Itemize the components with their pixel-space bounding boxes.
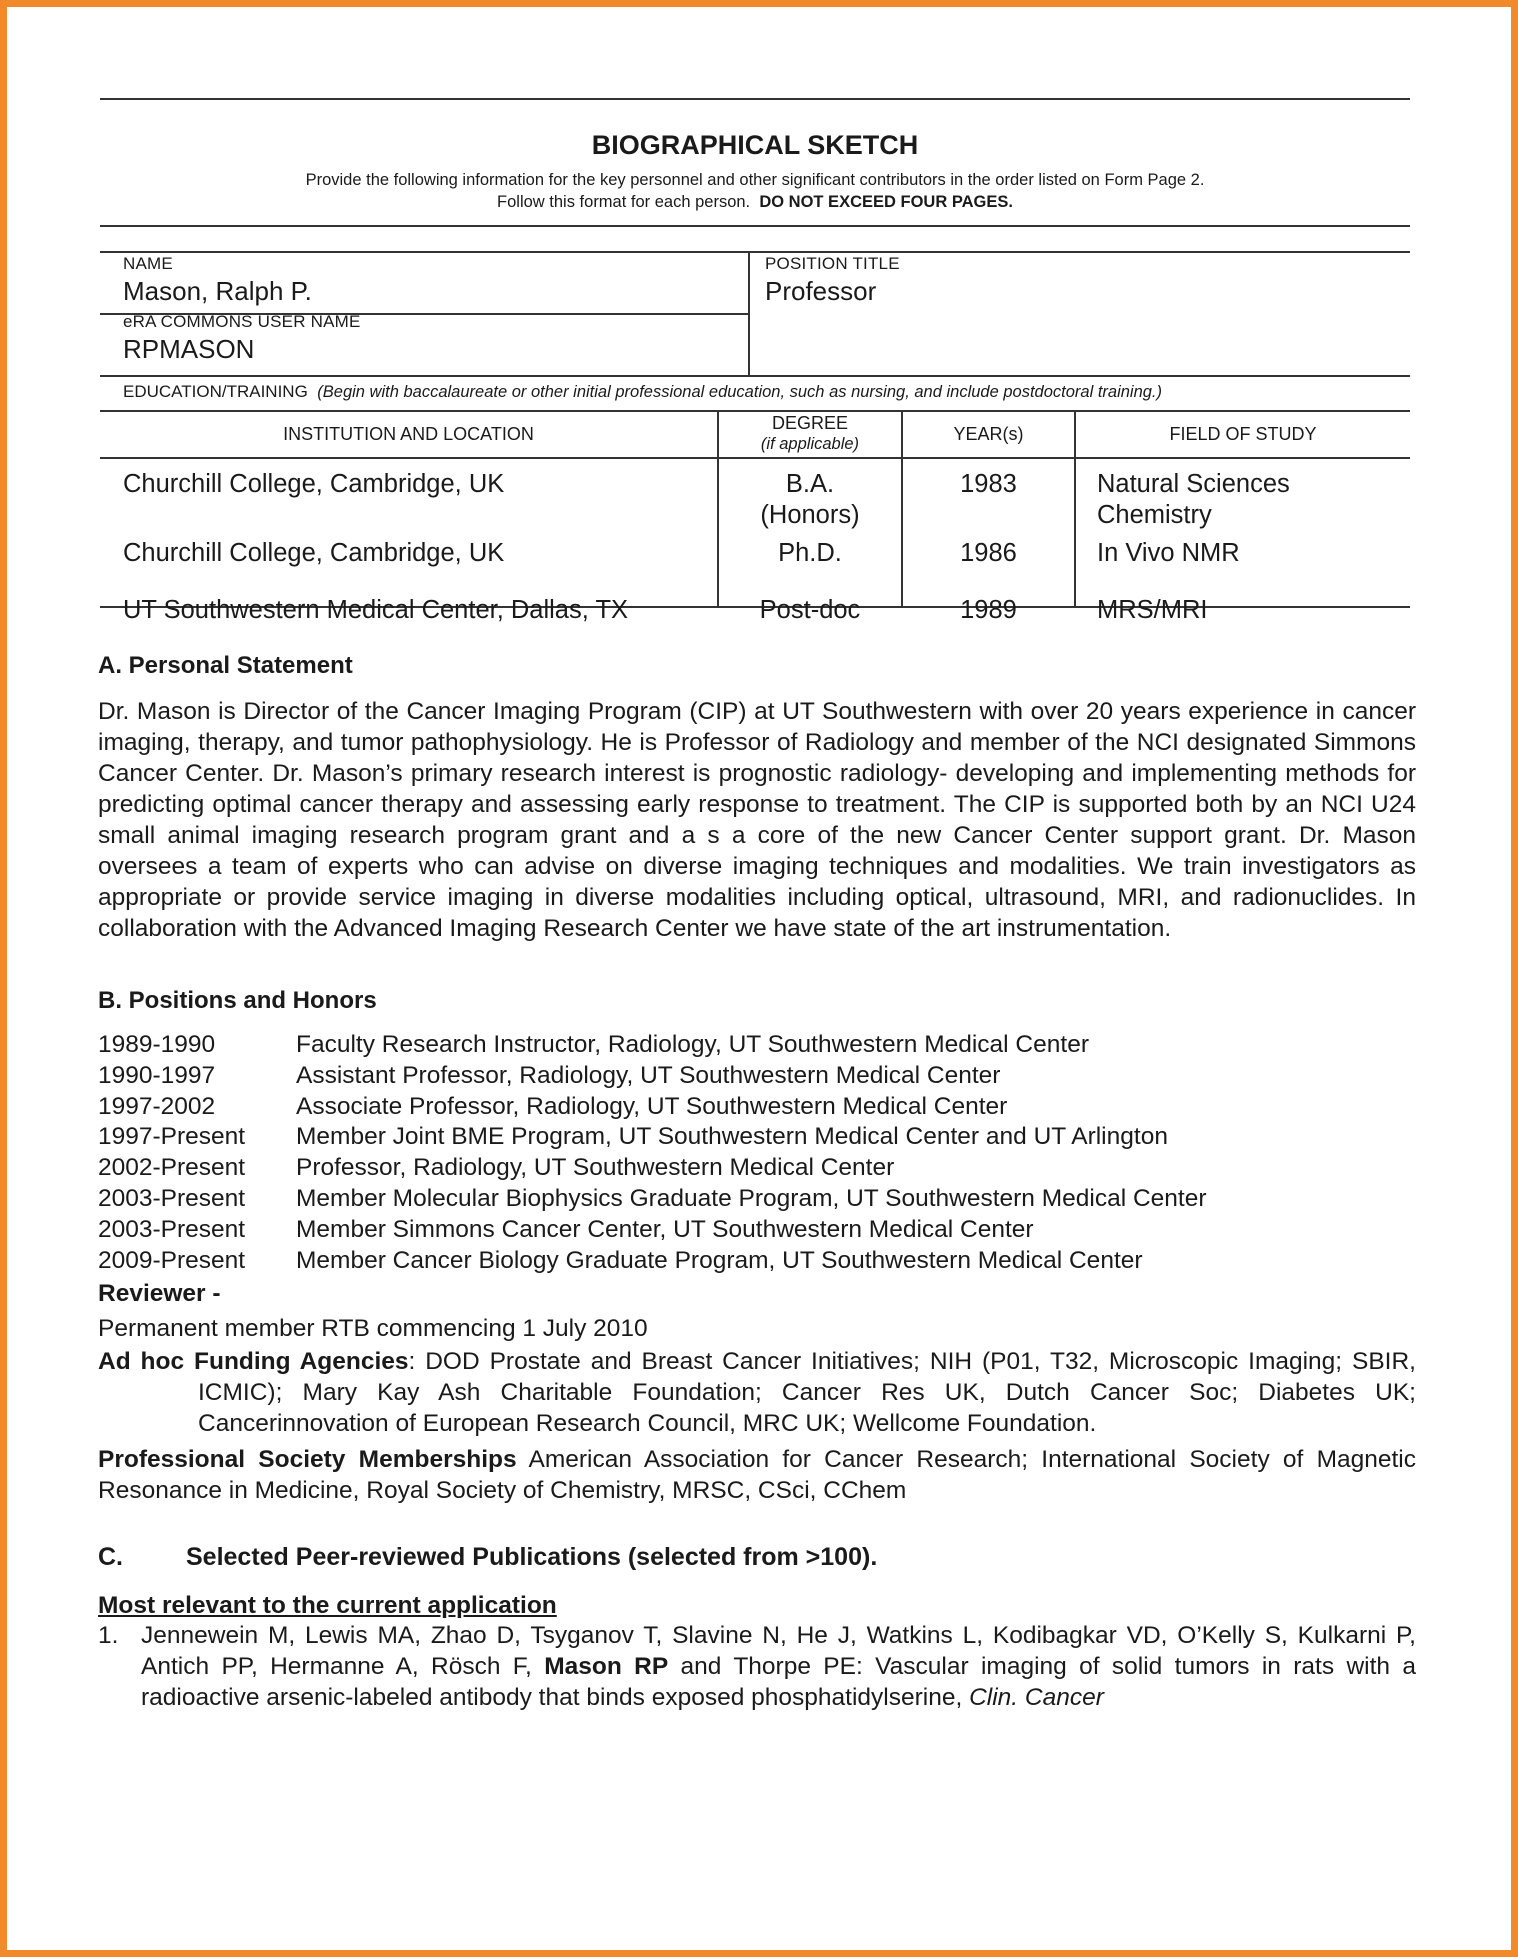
instructions <box>100 169 1410 213</box>
instruction-line-2: Follow this format for each person. DO NOT EXCEED FOUR PAGES. <box>497 193 1013 211</box>
row3-year: 1989 <box>960 596 1017 624</box>
position-row: 2009-Present Member Cancer Biology Graduate Program, UT Southwestern Medical Center <box>98 1246 1143 1274</box>
society-memberships: Professional Society Memberships American Association for Cancer Research; International Society of Magnetic Resonance in Medicine, Royal Society of Chemistry, MRSC, CSci, CChem <box>98 1446 1416 1505</box>
name-cell <box>100 253 750 375</box>
row2-degree: Ph.D. <box>778 539 842 567</box>
position-label: POSITION TITLE <box>765 254 900 273</box>
reviewer-text: Permanent member RTB commencing 1 July 2010 <box>98 1315 648 1343</box>
top-rule <box>100 98 1410 100</box>
col-degree-header: DEGREE (if applicable) <box>760 413 860 453</box>
publications-subheading: Most relevant to the current application <box>98 1592 557 1620</box>
name-label: NAME <box>123 254 173 273</box>
reviewer-label: Reviewer - <box>98 1280 221 1308</box>
position-row: 1990-1997 Assistant Professor, Radiology, UT Southwestern Medical Center <box>98 1061 1001 1089</box>
section-a-heading: A. Personal Statement <box>98 652 353 679</box>
row1-degree: B.A. (Honors) <box>760 470 860 529</box>
col-years-header: YEAR(s) <box>953 424 1024 444</box>
row2-institution: Churchill College, Cambridge, UK <box>123 539 505 567</box>
education-table-header <box>100 412 1410 459</box>
education-note: (Begin with baccalaureate or other initial professional education, such as nursing, and include postdoctoral training.) <box>317 383 1163 401</box>
section-b-heading: B. Positions and Honors <box>98 987 377 1014</box>
page-title: BIOGRAPHICAL SKETCH <box>591 130 919 160</box>
row1-institution: Churchill College, Cambridge, UK <box>123 470 505 498</box>
identity-block <box>100 253 1410 375</box>
row3-institution: UT Southwestern Medical Center, Dallas, TX <box>123 596 629 624</box>
col-field-header: FIELD OF STUDY <box>1169 424 1317 444</box>
position-row: 1997-Present Member Joint BME Program, UT Southwestern Medical Center and UT Arlington <box>98 1123 1168 1151</box>
position-row: 2003-Present Member Simmons Cancer Center, UT Southwestern Medical Center <box>98 1215 1034 1243</box>
section-c-heading <box>98 1543 1416 1572</box>
row2-field: In Vivo NMR <box>1097 539 1240 567</box>
position-row: 2003-Present Member Molecular Biophysics Graduate Program, UT Southwestern Medical Center <box>98 1184 1207 1212</box>
document-page <box>98 98 1417 1713</box>
section-c-letter: C. <box>98 1543 123 1572</box>
education-table <box>100 412 1410 624</box>
position-value: Professor <box>765 276 877 306</box>
instruction-line-1: Provide the following information for the key personnel and other significant contributors in the order listed on Form Page 2. <box>305 171 1205 189</box>
education-top-rule <box>100 375 1410 377</box>
publication-item: 1. Jennewein M, Lewis MA, Zhao D, Tsyganov T, Slavine N, He J, Watkins L, Kodibagkar VD, O’Kelly S, Kulkarni P, Antich PP, Hermanne A, Rösch F, Mason RP and Thorpe PE: Vascular imaging of solid tumors in rats with a radioactive arsenic-labeled antibody that binds exposed phosphatidylserine, Clin. Cancer <box>98 1622 1417 1712</box>
row1-field: Natural Sciences Chemistry <box>1097 470 1290 529</box>
era-value: RPMASON <box>123 334 255 364</box>
header-rule <box>100 225 1410 227</box>
position-row: 1997-2002 Associate Professor, Radiology, UT Southwestern Medical Center <box>98 1092 1008 1120</box>
section-c-title: Selected Peer-reviewed Publications (selected from >100). <box>186 1543 878 1572</box>
position-row: 2002-Present Professor, Radiology, UT Southwestern Medical Center <box>98 1154 895 1182</box>
row3-degree: Post-doc <box>759 596 861 624</box>
row3-field: MRS/MRI <box>1097 596 1208 624</box>
row1-year: 1983 <box>960 470 1017 498</box>
body-text <box>98 652 1416 1713</box>
education-label-row <box>100 382 1410 410</box>
personal-statement: Dr. Mason is Director of the Cancer Imaging Program (CIP) at UT Southwestern with over 20 years experience in cancer imaging, therapy, and tumor pathophysiology. He is Professor of Radiology and member of the NCI designated Simmons Cancer Center. Dr. Mason’s primary research interest is prognostic radiology- developing and implementing methods for predicting optimal cancer therapy and assessing early response to treatment. The CIP is supported both by an NCI U24 small animal imaging research program grant and a s a core of the new Cancer Center support grant. Dr. Mason oversees a team of experts who can advise on diverse imaging techniques and modalities. We train investigators as appropriate or provide service imaging in diverse modalities including optical, ultrasound, MRI, and radionuclides. In collaboration with the Advanced Imaging Research Center we have state of the art instrumentation. <box>98 698 1416 942</box>
era-label: eRA COMMONS USER NAME <box>123 312 361 331</box>
positions-list <box>98 1030 1416 1276</box>
name-value: Mason, Ralph P. <box>123 276 312 306</box>
position-cell <box>750 253 900 375</box>
position-row: 1989-1990 Faculty Research Instructor, Radiology, UT Southwestern Medical Center <box>98 1031 1089 1058</box>
col-institution-header: INSTITUTION AND LOCATION <box>283 424 534 444</box>
education-label: EDUCATION/TRAINING <box>123 382 308 401</box>
adhoc-funding: Ad hoc Funding Agencies: DOD Prostate and Breast Cancer Initiatives; NIH (P01, T32, Microscopic Imaging; SBIR, ICMIC); Mary Kay Ash Charitable Foundation; Cancer Res UK, Dutch Cancer Soc; Diabetes UK; Cancerinnovation of European Research Council, MRC UK; Wellcome Foundation. <box>98 1348 1416 1438</box>
row2-year: 1986 <box>960 539 1017 567</box>
